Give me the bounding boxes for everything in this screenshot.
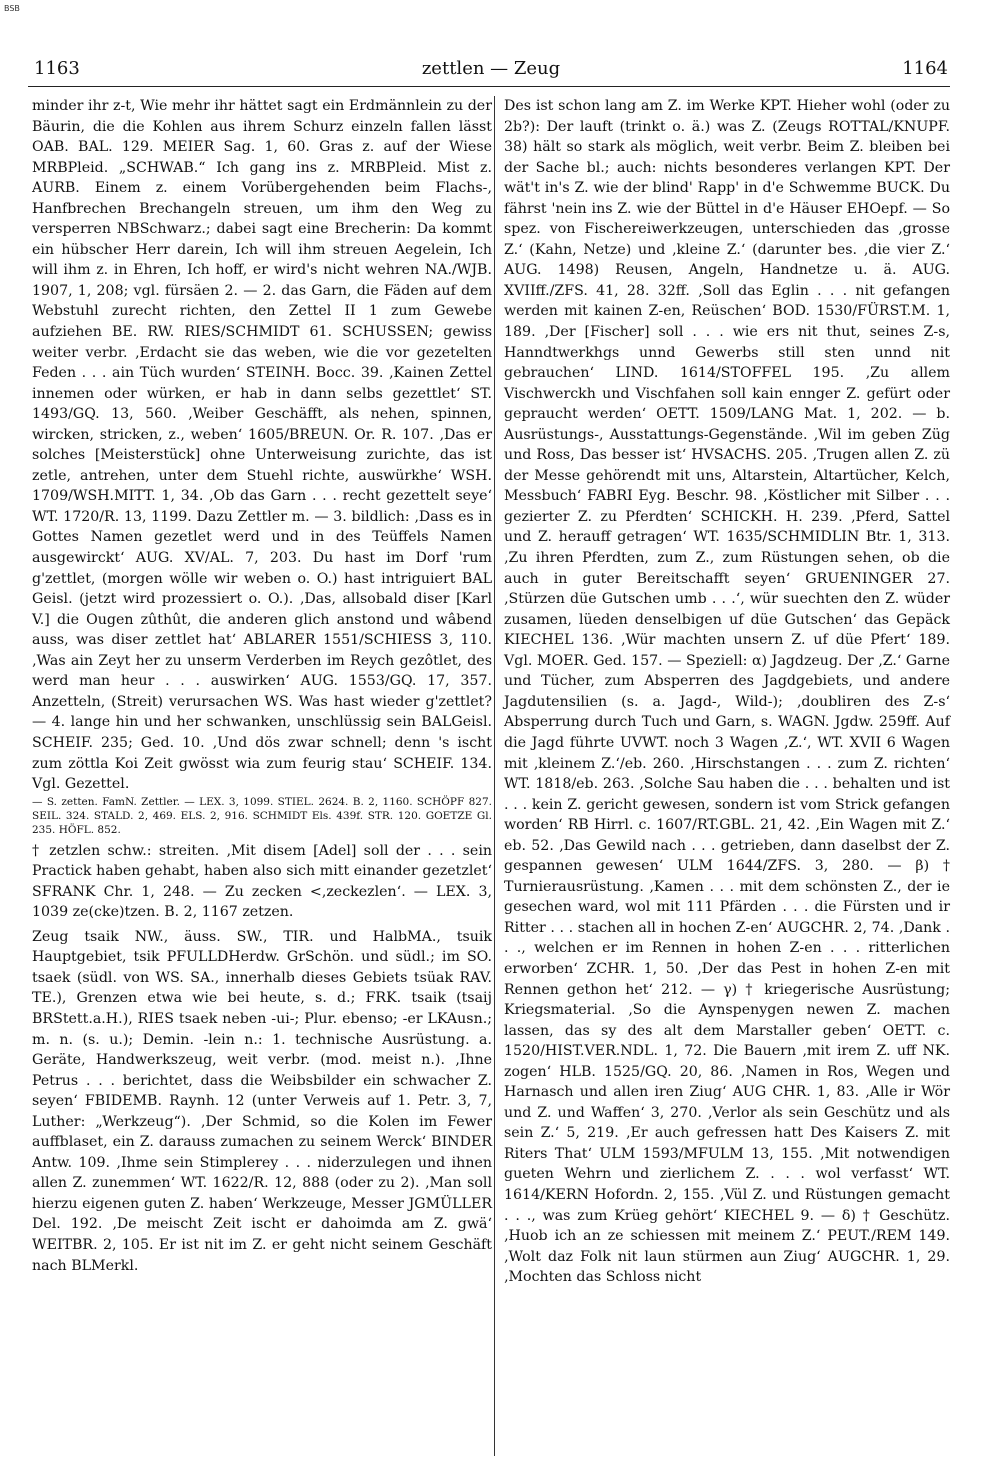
left-column — [32, 96, 492, 1276]
running-title: zettlen — Zeug — [421, 58, 561, 79]
entry-zetzlen: † zetzlen schw.: streiten. ‚Mit disem [Adel] soll der . . . sein Practick haben gehabt, haben also sich mitt einander gezetzlet‘ SFRANK Chr. 1, 248. — Zu zecken <‚zeckezlen‘. — LEX. 3, 1039 ze(cke)tzen. B. 2, 1167 zetzen. — [32, 842, 492, 921]
header-rule — [28, 86, 950, 87]
library-stamp: BSB — [4, 4, 20, 13]
page-header — [34, 58, 948, 84]
page-number-right: 1164 — [902, 58, 948, 79]
entry-zettlen-continued: minder ihr z-t, Wie mehr ihr hättet sagt ein Erdmännlein zu der Bäurin, die die Kohlen aus ihrem Schurz einzeln fallen lässt OAB. BAL. 129. MEIER Sag. 1, 60. Gras z. auf der Wiese MRBPleid. „SCHWAB.“ Ich gang ins z. MRBPleid. Mist z. AURB. Einem z. einem Vorübergehenden beim Flachs-, Hanfbrechen Brechangeln streuen, um ihm den Weg zu versperren NBSchwarz.; dabei sagt eine Brecherin: Da kommt ein hübscher Herr darein, Ich will ihm streuen Aegelein, Ich will ihm z. in Ehren, Ich hoff, er wird's nicht wehren NA./WJB. 1907, 1, 208; vgl. fürsäen 2. — 2. das Garn, die Fäden auf dem Webstuhl zurecht richten, den Zettel II 1 zum Gewebe aufziehen BE. RW. RIES/SCHMIDT 61. SCHUSSEN; gewiss weiter verbr. ‚Erdacht sie das weben, wie die vor gezetelten Feden . . . ain Tüch wurden‘ STEINH. Bocc. 39. ‚Kainen Zettel innemen oder würken, er hab in dann selbs gezettlet‘ ST. 1493/GQ. 13, 560. ‚Weiber Geschäfft, als nehen, spinnen, wircken, stricken, z., weben‘ 1605/BREUN. Or. R. 107. ‚Das er solches [Meisterstück] ohne Unterweisung zurichte, das ist zetle, antrehen, unter dem Stuehl richte, auswürkhe‘ WSH. 1709/WSH.MITT. 1, 34. ‚Ob das Garn . . . recht gezettelt seye‘ WT. 1720/R. 13, 1199. Dazu Zettler m. — 3. bildlich: ‚Dass es in Gottes Namen gezetlet werd und in des Teüffels Namen ausgewirckt‘ AUG. XV/AL. 7, 203. Du hast im Dorf 'rum g'zettlet, (morgen wölle wir weben o. O.) hast intriguiert BAL Geisl. (jetzt wird prozessiert o. O.). ‚Das, allsobald diser [Karl V.] die Ougen zûthût, die anderen glich anstond und wâbend auss, was diser zettlet hat‘ ABLARER 1551/SCHIESS 3, 110. ‚Was ain Zeyt her zu unserm Verderben im Reych gezôtlet, des werd man heur . . . auswirken‘ AUG. 1553/GQ. 17, 357. Anzetteln, (Streit) verursachen WS. Was hast wieder g'zettlet? — 4. lange hin und her schwanken, unschlüssig sein BALGeisl. SCHEIF. 235; Ged. 10. ‚Und dös zwar schnell; denn 's ischt zum zöttla Koi Zeit gwösst wia zum feurig stau‘ SCHEIF. 134. Vgl. Gezettel. — [32, 98, 492, 793]
entry-zeug-continued: Des ist schon lang am Z. im Werke KPT. Hieher wohl (oder zu 2b?): Der lauft (trinkt o. ä.) was Z. (Zeugs ROTTAL/KNUPF. 38) hält so stark als möglich, weit verbr. Beim Z. bleiben bei der Sache bl.; auch: nichts besonderes verlangen KPT. Der wät't in's Z. wie der blind' Rapp' in d'e Schwemme BUCK. Du fährst 'nein ins Z. wie der Büttel in d'e Häuser EHOepf. — So spez. von Fischereiwerkzeugen, unterschieden das ‚grosse Z.‘ (Kahn, Netze) und ‚kleine Z.‘ (darunter bes. ‚die vier Z.‘ AUG. 1498) Reusen, Angeln, Handnetze u. ä. AUG. XVIIff./ZFS. 41, 28. 32ff. ‚Soll das Eglin . . . nit gefangen werden mit kainen Z-en, Reüschen‘ BOD. 1530/FÜRST.M. 1, 189. ‚Der [Fischer] soll . . . wie ers nit thut, seines Z-s, Hanndtwerkhgs unnd Gewerbs still sten unnd nit gebrauchen‘ LIND. 1614/STOFFEL 195. ‚Zu allem Vischwerckh und Vischfahen soll kain ennger Z. gefürt oder gepraucht werden‘ OETT. 1509/LANG Mat. 1, 202. — b. Ausrüstungs-, Ausstattungs-Gegenstände. ‚Wil im geben Züg und Ross, Das besser ist‘ HVSACHS. 205. ‚Trugen allen Z. zü der Messe gehörendt mit uns, Altarstein, Altartücher, Kelch, Messbuch‘ FABRI Eyg. Beschr. 98. ‚Köstlicher mit Silber . . . gezierter Z. zu Pferdten‘ SCHICKH. H. 239. ‚Pferd, Sattel und Z. herauff getragen‘ WT. 1635/SCHMIDLIN Btr. 1, 313. ‚Zu ihren Pferdten, zum Z., zum Rüstungen sehen, ob die auch in guter Bereitschafft seyen‘ GRUENINGER 27. ‚Stürzen düe Gutschen umb . . .‘, wür suechten den Z. wüder zusamen, lüeden denselbigen uf düe Gutschen‘ das Gepäck KIECHEL 136. ‚Wür machten unsern Z. uf düe Pfert‘ 189. Vgl. MOER. Ged. 157. — Speziell: α) Jagdzeug. Der ‚Z.‘ Garne und Tücher, zum Absperren des Jagdgebiets, und andere Jagdutensilien (s. a. Jagd-, Wild-); ‚doubliren des Z-s‘ Absperrung durch Tuch und Garn, s. WAGN. Jgdw. 259ff. Auf die Jagd führte UVWT. noch 3 Wagen ‚Z.‘, WT. XVII 6 Wagen mit ‚kleinem Z.‘/eb. 260. ‚Hirschstangen . . . zum Z. richten‘ WT. 1818/eb. 263. ‚Solche Sau haben die . . . behalten und ist . . . kein Z. gericht gewesen, sondern ist vom Strick gefangen worden‘ RB Hirrl. c. 1607/RT.GBL. 21, 42. ‚Ein Wagen mit Z.‘ eb. 52. ‚Das Gewild nach . . . getrieben, dann daselbst der Z. gespannen gewesen‘ ULM 1644/ZFS. 3, 280. — β) † Turnierausrüstung. ‚Kamen . . . mit dem schönsten Z., der ie gesechen ward, wol mit 111 Pfärden . . . die Fürsten und ir Ritter . . . stachen all in hochen Z-en‘ AUGCHR. 2, 74. ‚Dank . . ., welchen er im Rennen in hohen Z-en . . . ritterlichen erworben‘ ZCHR. 1, 50. ‚Der das Pest in hohen Z-en mit Rennen gethon het‘ 212. — γ) † kriegerische Ausrüstung; Kriegsmaterial. ‚So die Aynspenygen newen Z. machen lassen, das sy des alt dem Marstaller geben‘ OETT. c. 1520/HIST.VER.NDL. 1, 72. Die Bauern ‚mit irem Z. uff NK. zogen‘ HLB. 1525/GQ. 20, 86. ‚Namen in Ros, Wegen und Harnasch und allen iren Ziug‘ AUG CHR. 1, 83. ‚Alle ir Wör und Z. und Waffen‘ 3, 270. ‚Verlor als sein Geschütz und als sein Z.‘ 5, 219. ‚Er auch gefressen hatt Des Kaisers Z. mit Riters That‘ ULM 1593/MFULM 13, 155. ‚Mit notwendigen gueten Wehrn und zierlichem Z. . . . wol verfasst‘ WT. 1614/KERN Hofordn. 2, 155. ‚Vül Z. und Rüstungen gemacht . . ., was zum Krüeg gehört‘ KIECHEL 9. — δ) † Geschütz. ‚Huob ich an ze schiessen mit meinem Z.‘ PEUT./REM 149. ‚Wolt daz Folk nit laun stürmen aun Ziug‘ AUGCHR. 1, 29. ‚Mochten das Schloss nicht — [504, 98, 950, 1286]
entry-zeug: Zeug tsaik NW., äuss. SW., TIR. und HalbMA., tsuik Hauptgebiet, tsik PFULLDHerdw. GrSchön. und südl.; im SO. tsaek (südl. von WS. SA., innerhalb dieses Gebiets tsüak RAV. TE.), Grenzen etwa wie bei heute, s. d.; FRK. tsaik (tsaij BRStett.a.H.), RIES tsaek neben -ui-; Plur. ebenso; -er LKAusn.; m. n. (s. u.); Demin. -lein n.: 1. technische Ausrüstung. a. Geräte, Handwerkszeug, weit verbr. (mod. meist n.). ‚Ihne Petrus . . . berichtet, dass die Weibsbilder ein schwacher Z. seyen‘ FBIDEMB. Raynh. 12 (unter Verweis auf 1. Petr. 3, 7, Luther: „Werkzeug“). ‚Der Schmid, so die Kolen im Fewer auffblaset, ein Z. darauss zumachen zu seinem Werck‘ BINDER Antw. 109. ‚Ihme sein Stimplerey . . . niderzulegen und ihnen allen Z. zunemmen‘ WT. 1622/R. 12, 888 (oder zu 2). ‚Man soll hierzu eigenen guten Z. haben‘ Werkzeuge, Messer JGMÜLLER Del. 192. ‚De meischt Zeit ischt er dahoimda am Z. gwä‘ WEITBR. 2, 105. Er ist nit im Z. er geht nicht seinem Geschäft nach BLMerkl. — [32, 928, 492, 1274]
references-zettlen: — S. zetten. FamN. Zettler. — LEX. 3, 1099. STIEL. 2624. B. 2, 1160. SCHÖPF 827. SEIL. 324. STALD. 2, 469. ELS. 2, 916. SCHMIDT Els. 439f. STR. 120. GOETZE Gl. 235. HÖFL. 852. — [32, 795, 492, 836]
page-number-left: 1163 — [34, 58, 80, 79]
right-column — [504, 96, 950, 1288]
column-divider — [494, 96, 495, 1456]
